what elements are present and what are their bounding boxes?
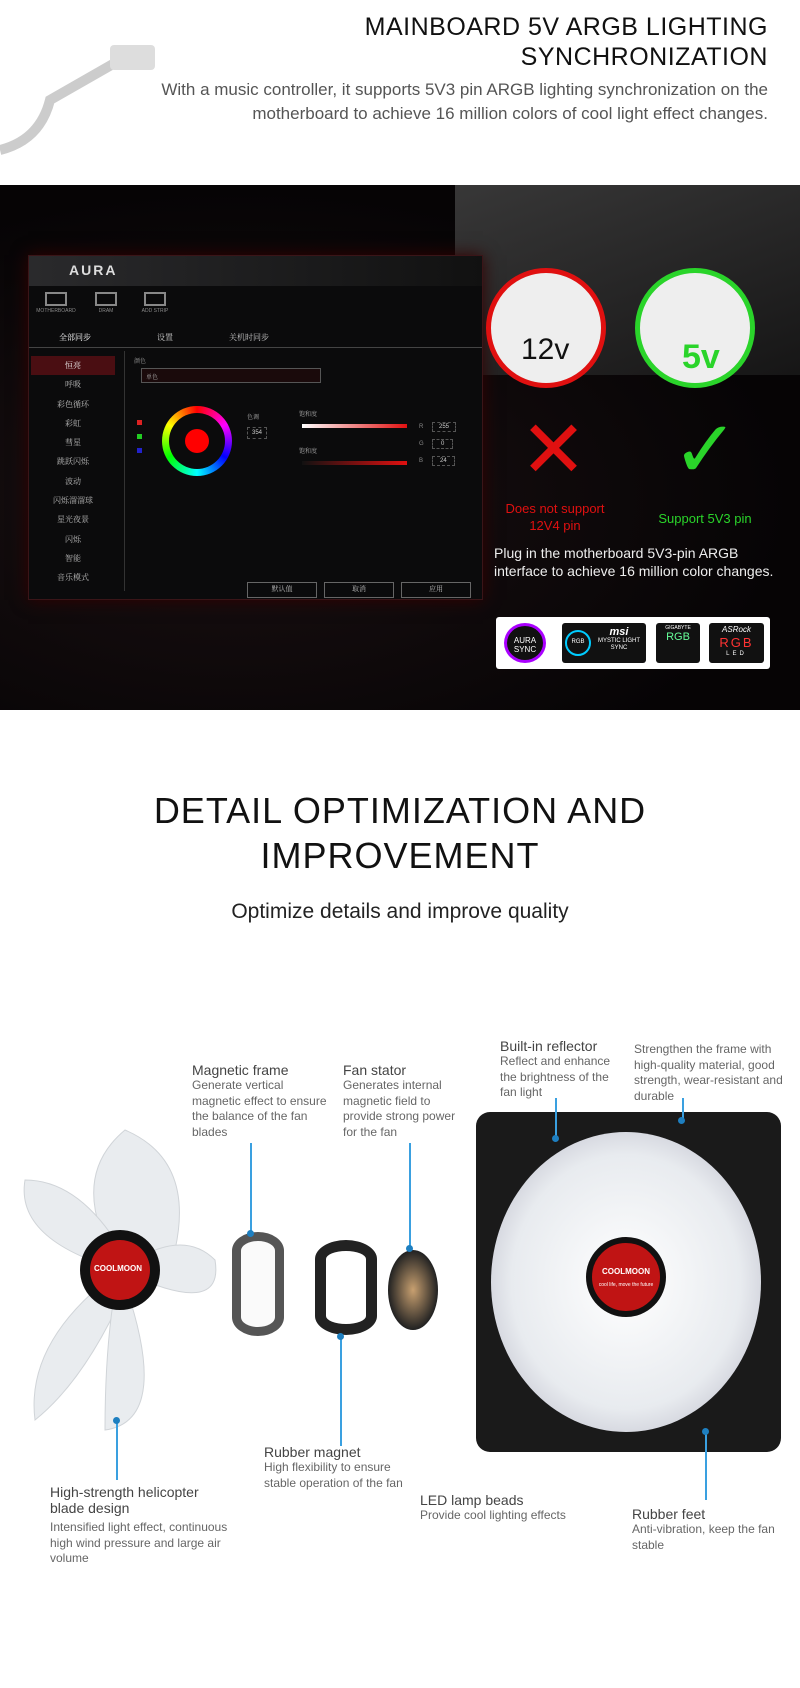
check-icon: ✓ (672, 405, 740, 494)
fan-brand-label: COOLMOON (602, 1267, 650, 1276)
asrock-rgb-led-logo: ASRock RGB LED (709, 623, 764, 663)
section-title: MAINBOARD 5V ARGB LIGHTING SYNCHRONIZATION (364, 13, 768, 71)
aura-software-window (28, 255, 483, 600)
part-fan-stator: Fan stator Generates internal magnetic field to provide strong power for the fan (343, 1062, 456, 1139)
mode-list (31, 356, 115, 588)
device-add-strip[interactable]: ADD STRIP (133, 292, 177, 314)
magnetic-frame-image (232, 1232, 284, 1336)
mode-item[interactable]: 闪烁 (65, 534, 81, 544)
part-rubber-magnet: Rubber magnet High flexibility to ensure stable operation of the fan (264, 1444, 403, 1490)
mode-item[interactable]: 彩色循环 (57, 399, 89, 409)
mode-item[interactable]: 彩虹 (65, 418, 81, 428)
default-button[interactable]: 默认值 (247, 582, 317, 598)
mode-item[interactable]: 波动 (65, 476, 81, 486)
mode-item[interactable]: 音乐模式 (57, 573, 89, 583)
rubber-magnet-image (315, 1240, 377, 1335)
cancel-button[interactable]: 取消 (324, 582, 394, 598)
mode-item[interactable]: 智能 (65, 553, 81, 563)
color-wheel[interactable] (162, 406, 232, 476)
detail-subtitle: Optimize details and improve quality (231, 900, 569, 923)
not-supported-note: Does not support 12V4 pin (505, 501, 605, 533)
part-frame: Strengthen the frame with high-quality material, good strength, wear-resistant and durable (634, 1042, 783, 1103)
hue-label: 色调 (247, 415, 260, 421)
r-label: R (419, 424, 424, 430)
r-value[interactable]: 255 (432, 422, 456, 432)
mode-item[interactable]: 恒亮 (31, 356, 115, 375)
detail-title: DETAIL OPTIMIZATION AND IMPROVEMENT (153, 790, 647, 876)
saturation-label: 饱和度 (299, 412, 318, 418)
brand-label: COOLMOON (94, 1264, 142, 1273)
hue-value[interactable]: 354 (247, 427, 267, 439)
section-description: With a music controller, it supports 5V3 pin ARGB lighting synchronization on the motherboard to achieve 16 million colors of cool light effect changes. (161, 80, 768, 123)
plug-note: Plug in the motherboard 5V3-pin ARGB interface to achieve 16 million color changes. (494, 545, 774, 579)
mode-item[interactable]: 闪烁溜溜球 (53, 496, 93, 506)
mode-item[interactable]: 星光夜景 (57, 515, 89, 525)
fan-blade-image (5, 1120, 225, 1440)
tab-sync-all[interactable]: 全部同步 (59, 333, 91, 342)
aura-title: AURA (29, 256, 482, 286)
msi-mystic-light-logo: RGB msi MYSTIC LIGHT SYNC (562, 623, 646, 663)
device-motherboard[interactable]: MOTHERBOARD (34, 292, 78, 314)
b-label: B (419, 458, 424, 464)
asus-aura-sync-logo: AURA SYNC (504, 623, 546, 663)
mode-item[interactable]: 呼吸 (65, 380, 81, 390)
fan-brand-tagline: cool life, move the future (598, 1282, 654, 1288)
compatible-brands-logos (496, 617, 770, 669)
apply-button[interactable]: 应用 (401, 582, 471, 598)
mode-item[interactable]: 跳跃闪烁 (57, 457, 89, 467)
supported-note: Support 5V3 pin (658, 511, 752, 526)
brightness-slider[interactable] (302, 461, 407, 465)
brightness-label: 饱和度 (299, 449, 318, 455)
g-value[interactable]: 0 (432, 439, 453, 449)
part-blade-design: High-strength helicopter blade design Intensified light effect, continuous high wind pressure and large air volume (50, 1484, 228, 1565)
saturation-slider[interactable] (302, 424, 407, 428)
assembled-fan-image (476, 1112, 781, 1452)
gigabyte-rgb-fusion-logo: GIGABYTE RGB (656, 623, 700, 663)
tab-settings[interactable]: 设置 (157, 333, 173, 342)
12v-connector-image: 12v (486, 268, 606, 388)
part-rubber-feet: Rubber feet Anti-vibration, keep the fan stable (632, 1506, 775, 1552)
g-label: G (419, 441, 424, 447)
fan-stator-image (388, 1250, 438, 1330)
device-dram[interactable]: DRAM (84, 292, 128, 314)
mode-item[interactable]: 彗星 (65, 438, 81, 448)
color-select[interactable]: 单色 (141, 368, 321, 383)
part-led-lamp-beads: LED lamp beads Provide cool lighting effects (420, 1492, 566, 1522)
5v-connector-image: 5v (635, 268, 755, 388)
tab-shutdown-sync[interactable]: 关机时同步 (229, 333, 269, 342)
color-label: 颜色 (134, 359, 147, 365)
part-built-in-reflector: Built-in reflector Reflect and enhance the brightness of the fan light (500, 1038, 611, 1099)
part-magnetic-frame: Magnetic frame Generate vertical magnetic effect to ensure the balance of the fan blades (192, 1062, 327, 1139)
cross-icon: ✕ (520, 405, 588, 494)
b-value[interactable]: 24 (432, 456, 455, 466)
